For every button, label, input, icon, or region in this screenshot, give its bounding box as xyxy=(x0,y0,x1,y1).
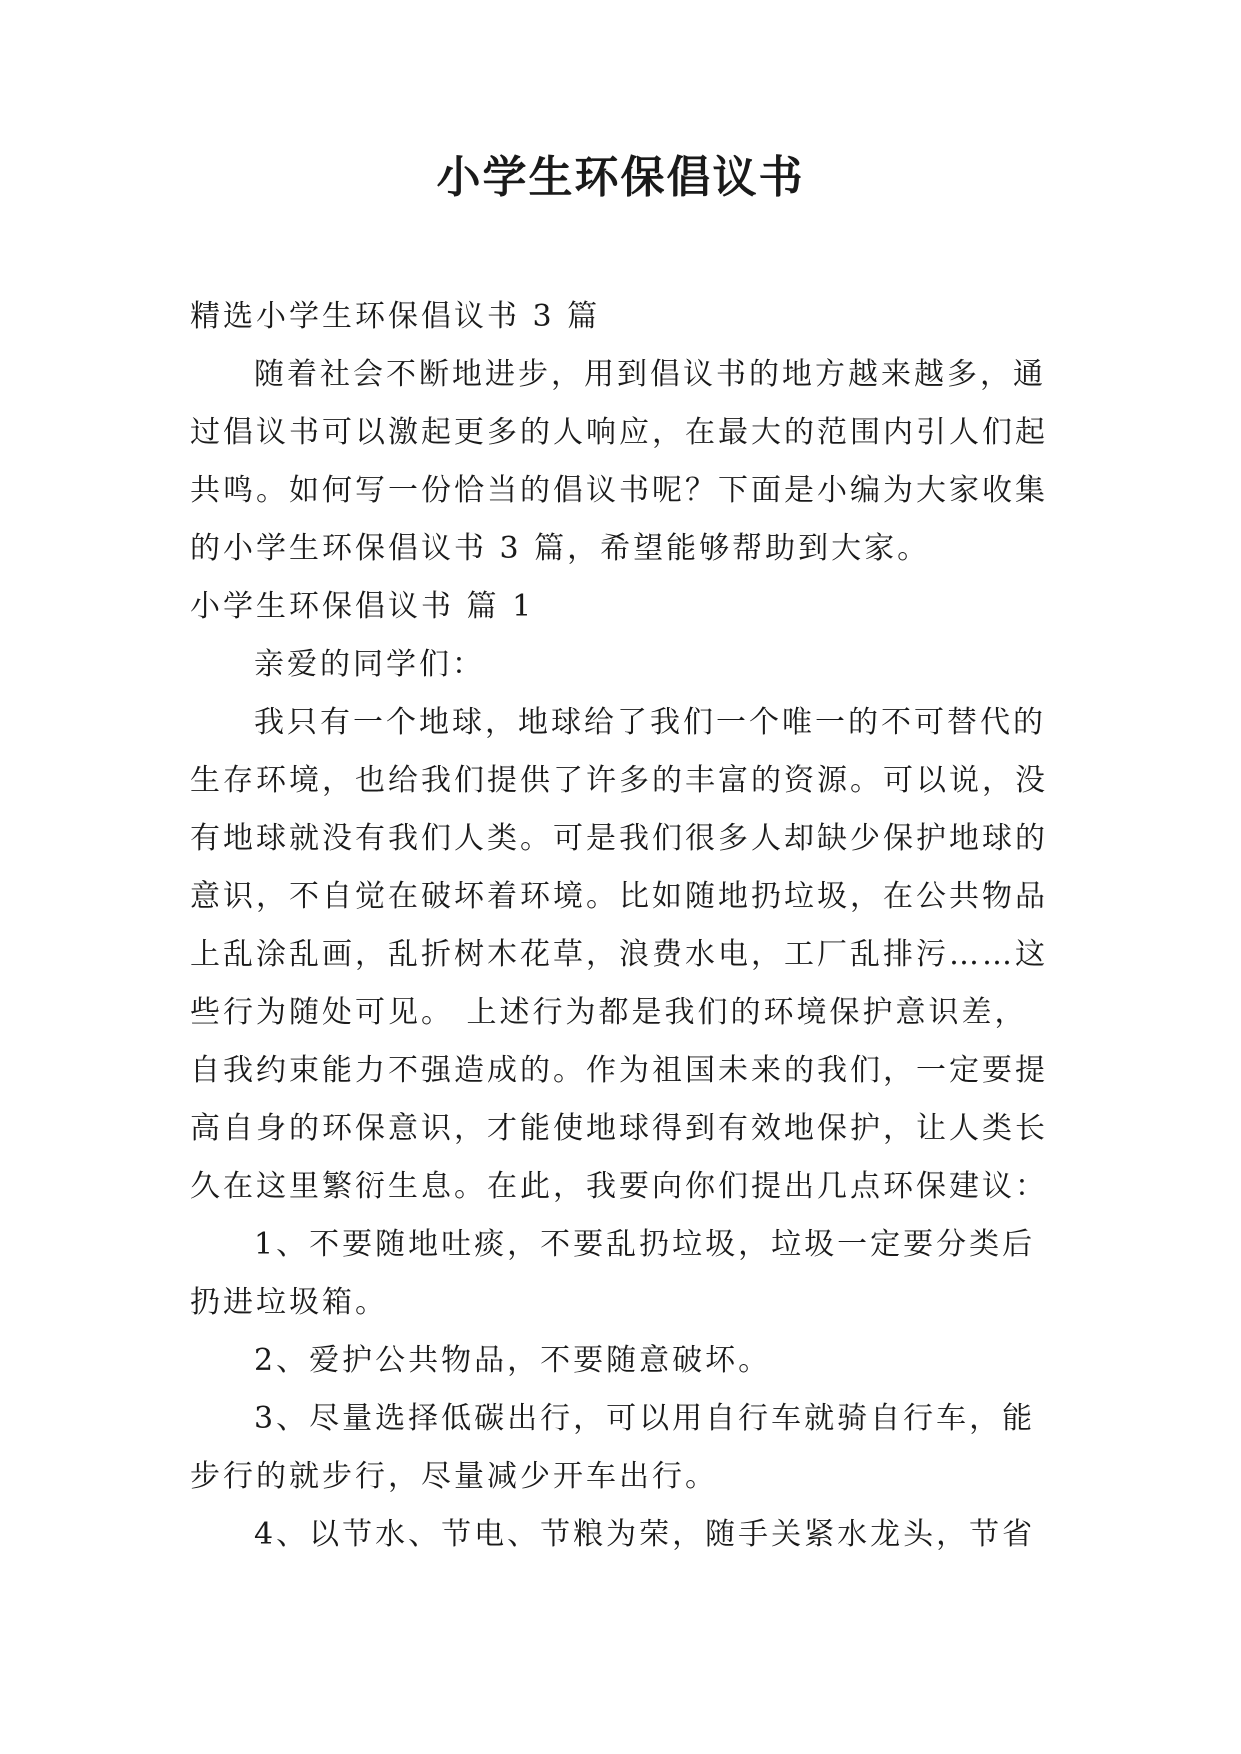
salutation: 亲爱的同学们： xyxy=(254,647,485,682)
intro-line: 过倡议书可以激起更多的人响应，在最大的范围内引人们起 xyxy=(190,415,1048,450)
section-heading: 小学生环保倡议书 篇 1 xyxy=(190,589,535,624)
suggestion-line: 4、以节水、节电、节粮为荣，随手关紧水龙头，节省 xyxy=(254,1517,1036,1552)
body-line: 久在这里繁衍生息。在此，我要向你们提出几点环保建议： xyxy=(190,1169,1048,1204)
document-body xyxy=(190,288,1070,1564)
intro-line: 随着社会不断地进步，用到倡议书的地方越来越多，通 xyxy=(254,357,1046,392)
body-paragraph xyxy=(190,694,1070,1216)
document-title: 小学生环保倡议书 xyxy=(436,152,805,203)
body-line: 自我约束能力不强造成的。作为祖国未来的我们，一定要提 xyxy=(190,1053,1048,1088)
suggestion-item xyxy=(190,1506,1070,1564)
suggestion-item xyxy=(190,1216,1070,1332)
body-line: 些行为随处可见。 上述行为都是我们的环境保护意识差， xyxy=(190,995,1028,1030)
suggestion-item xyxy=(190,1332,1070,1390)
suggestion-line: 2、爱护公共物品，不要随意破坏。 xyxy=(254,1343,772,1378)
body-line: 高自身的环保意识，才能使地球得到有效地保护，让人类长 xyxy=(190,1111,1048,1146)
suggestion-line: 扔进垃圾箱。 xyxy=(190,1285,388,1320)
body-line: 生存环境，也给我们提供了许多的丰富的资源。可以说，没 xyxy=(190,763,1048,798)
body-line: 我只有一个地球，地球给了我们一个唯一的不可替代的 xyxy=(254,705,1046,740)
suggestion-line: 步行的就步行，尽量减少开车出行。 xyxy=(190,1459,718,1494)
intro-paragraph xyxy=(190,346,1070,578)
suggestion-line: 3、尽量选择低碳出行，可以用自行车就骑自行车，能 xyxy=(254,1401,1036,1436)
body-line: 上乱涂乱画，乱折树木花草，浪费水电，工厂乱排污……这 xyxy=(190,937,1048,972)
body-line: 意识，不自觉在破坏着环境。比如随地扔垃圾，在公共物品 xyxy=(190,879,1048,914)
intro-line: 的小学生环保倡议书 3 篇，希望能够帮助到大家。 xyxy=(190,531,931,566)
subtitle: 精选小学生环保倡议书 3 篇 xyxy=(190,299,601,334)
intro-line: 共鸣。如何写一份恰当的倡议书呢？下面是小编为大家收集 xyxy=(190,473,1048,508)
body-line: 有地球就没有我们人类。可是我们很多人却缺少保护地球的 xyxy=(190,821,1048,856)
suggestion-item xyxy=(190,1390,1070,1506)
suggestion-line: 1、不要随地吐痰，不要乱扔垃圾，垃圾一定要分类后 xyxy=(254,1227,1036,1262)
